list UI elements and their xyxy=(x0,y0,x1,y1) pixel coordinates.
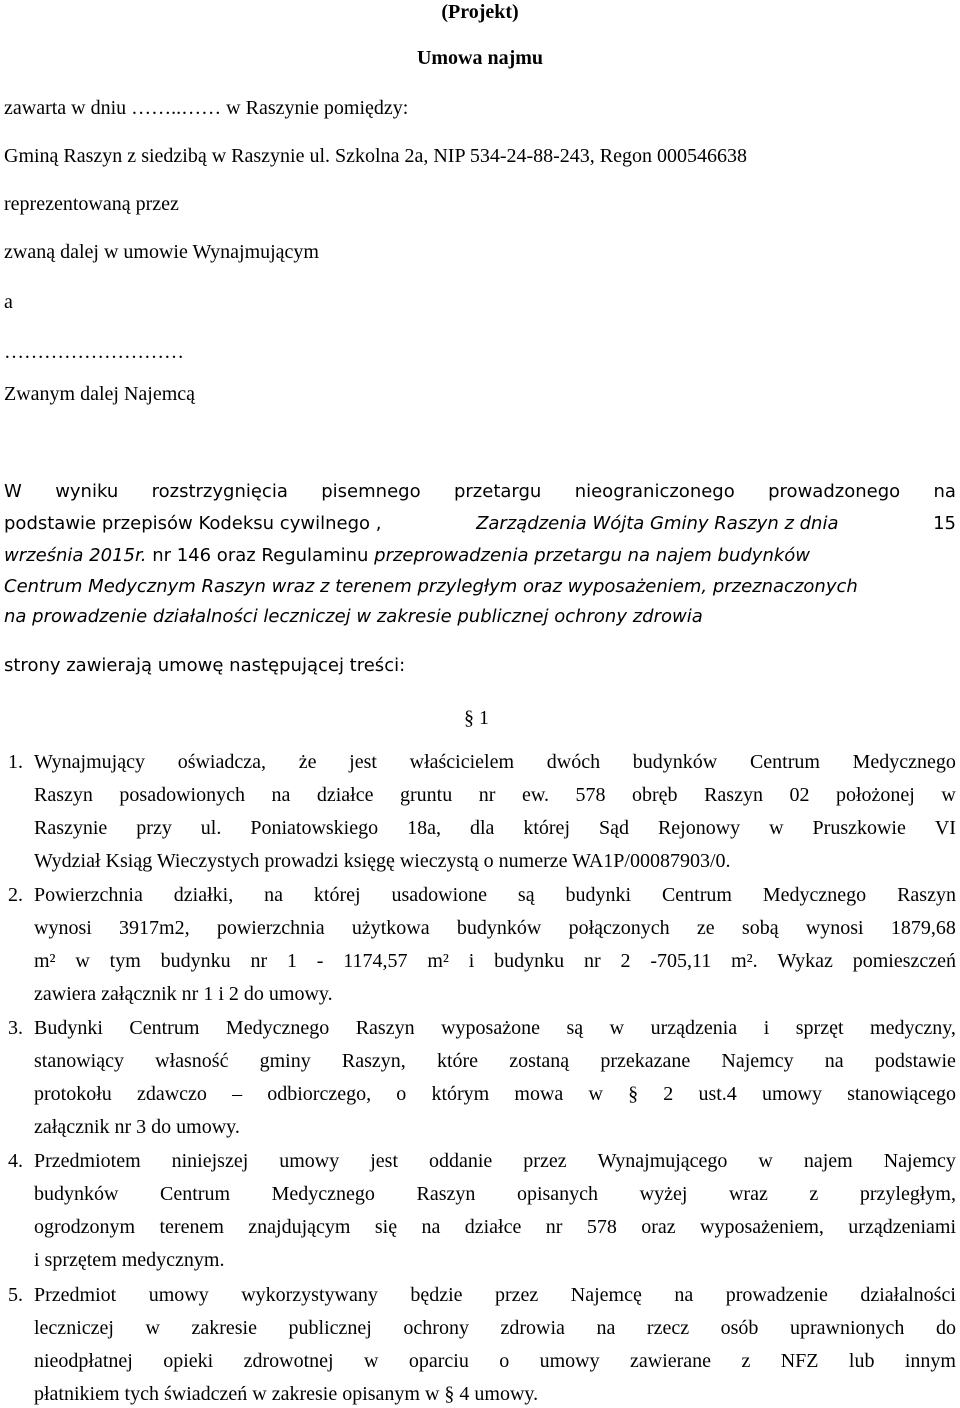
intro-and-line: a xyxy=(4,291,13,313)
point-line: Przedmiot umowy wykorzystywany będzie przez Najemcę na prowadzenie działalności xyxy=(34,1284,956,1306)
intro-date-line: zawarta w dniu ……..…… w Raszynie pomiędzy: xyxy=(4,97,409,119)
point-line: Budynki Centrum Medycznego Raszyn wyposażone są w urządzenia i sprzęt medyczny, xyxy=(34,1017,956,1039)
preamble-line-2 xyxy=(4,512,956,536)
intro-represented-line: reprezentowaną przez xyxy=(4,193,179,215)
point-line: Przedmiotem niniejszej umowy jest oddanie przez Wynajmującego w najem Najemcy xyxy=(34,1150,956,1172)
intro-party-line: Gminą Raszyn z siedzibą w Raszynie ul. Szkolna 2a, NIP 534-24-88-243, Regon 000546638 xyxy=(4,145,748,167)
intro-tenant-blank: ……………………… xyxy=(4,341,184,363)
preamble-text-3b: nr 146 oraz Regulaminu xyxy=(152,545,369,566)
document-title: Umowa najmu xyxy=(416,47,544,69)
point-line: zawiera załącznik nr 1 i 2 do umowy. xyxy=(34,983,333,1005)
preamble-line-1: W wyniku rozstrzygnięcia pisemnego przetargu nieograniczonego prowadzonego na xyxy=(4,481,956,502)
point-line: budynków Centrum Medycznego Raszyn opisanych wyżej wraz z przyległym, xyxy=(34,1183,956,1205)
preamble-text-3a: września 2015r. xyxy=(4,545,147,566)
point-line: nieodpłatnej opieki zdrowotnej w oparciu o umowy zawierane z NFZ lub innym xyxy=(34,1350,956,1372)
point-number: 5. xyxy=(8,1284,23,1306)
point-line: m² w tym budynku nr 1 - 1174,57 m² i budynku nr 2 -705,11 m². Wykaz pomieszczeń xyxy=(34,950,956,972)
preamble-text-2c: 15 xyxy=(933,513,956,534)
point-number: 2. xyxy=(8,884,23,906)
section-heading: § 1 xyxy=(464,707,489,729)
point-line: Raszynie przy ul. Poniatowskiego 18a, dla której Sąd Rejonowy w Pruszkowie VI xyxy=(34,817,956,839)
preamble-text-3c: przeprowadzenia przetargu na najem budynków xyxy=(374,545,811,566)
point-number: 4. xyxy=(8,1150,23,1172)
point-line: płatnikiem tych świadczeń w zakresie opisanym w § 4 umowy. xyxy=(34,1383,539,1405)
point-line: stanowiący własność gminy Raszyn, które zostaną przekazane Najemcy na podstawie xyxy=(34,1050,956,1072)
preamble-line-4: Centrum Medycznym Raszyn wraz z terenem przyległym oraz wyposażeniem, przeznaczonych xyxy=(4,576,858,597)
point-line: Wynajmujący oświadcza, że jest właścicielem dwóch budynków Centrum Medycznego xyxy=(34,751,956,773)
point-line: Wydział Ksiąg Wieczystych prowadzi księgę wieczystą o numerze WA1P/00087903/0. xyxy=(34,850,731,872)
intro-tenant-line: Zwanym dalej Najemcą xyxy=(4,383,196,405)
point-number: 3. xyxy=(8,1017,23,1039)
preamble-line-5: na prowadzenie działalności leczniczej w zakresie publicznej ochrony zdrowia xyxy=(4,606,703,627)
point-line: Powierzchnia działki, na której usadowione są budynki Centrum Medycznego Raszyn xyxy=(34,884,956,906)
point-line: leczniczej w zakresie publicznej ochrony zdrowia na rzecz osób uprawnionych do xyxy=(34,1317,956,1339)
preamble-text-2b: Zarządzenia Wójta Gminy Raszyn z dnia xyxy=(476,513,839,534)
point-line: załącznik nr 3 do umowy. xyxy=(34,1116,240,1138)
point-line: protokołu zdawczo – odbiorczego, o którym mowa w § 2 ust.4 umowy stanowiącego xyxy=(34,1083,956,1105)
point-line: wynosi 3917m2, powierzchnia użytkowa budynków połączonych ze sobą wynosi 1879,68 xyxy=(34,917,956,939)
preamble-line-6: strony zawierają umowę następującej treści: xyxy=(4,655,406,676)
intro-landlord-line: zwaną dalej w umowie Wynajmującym xyxy=(4,241,319,263)
point-line: ogrodzonym terenem znajdującym się na działce nr 578 oraz wyposażeniem, urządzeniami xyxy=(34,1216,956,1238)
point-number: 1. xyxy=(8,751,23,773)
preamble-text-2a: podstawie przepisów Kodeksu cywilnego , xyxy=(4,513,382,534)
point-line: i sprzętem medycznym. xyxy=(34,1249,225,1271)
project-label: (Projekt) xyxy=(441,1,519,23)
point-line: Raszyn posadowionych na działce gruntu nr ew. 578 obręb Raszyn 02 położonej w xyxy=(34,784,956,806)
preamble-line-3 xyxy=(4,544,810,568)
